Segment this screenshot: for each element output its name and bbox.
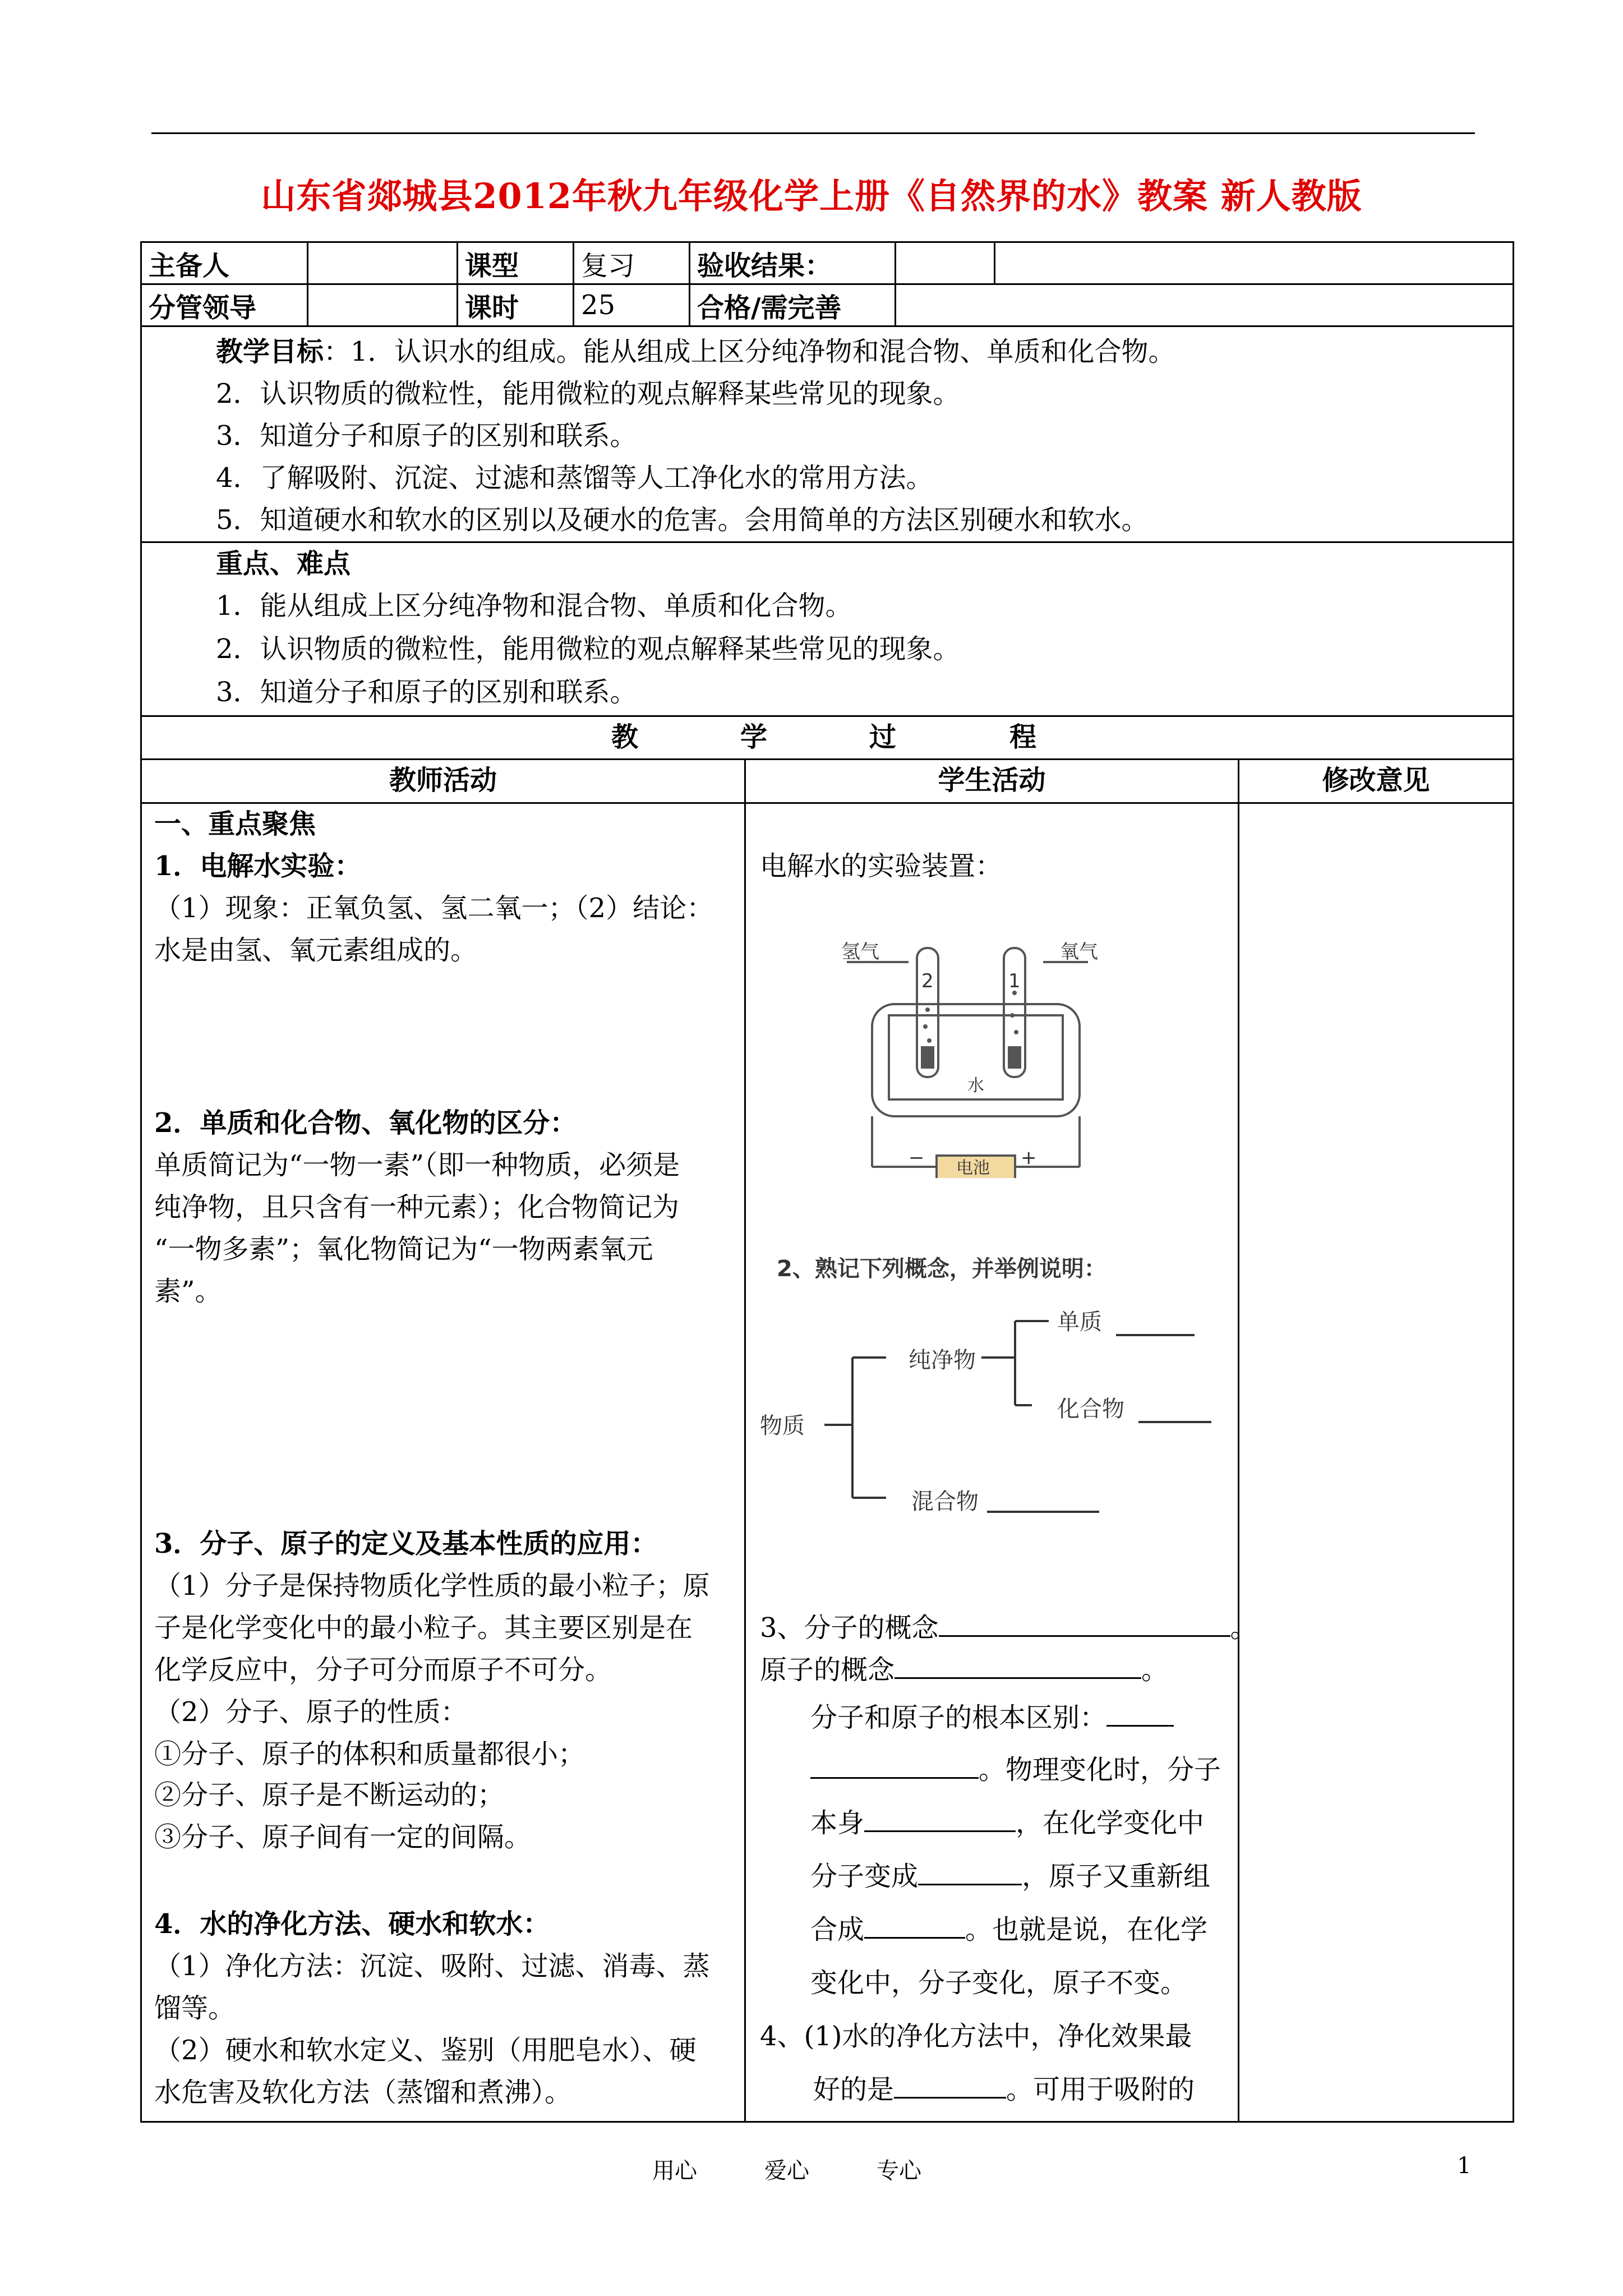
label-tube-1: 1 [1008,970,1021,992]
col-teacher: 教师活动 [389,765,497,796]
type-value: 复习 [574,242,690,284]
check-extra [995,242,1514,284]
goal-line-1: 教学目标：1．认识水的组成。能从组成上区分纯净物和混合物、单质和化合物。 [216,336,1175,367]
header-rule [151,132,1475,134]
info-table [140,241,1514,327]
q3-line-e: 本身 ，在化学变化中 [810,1802,1204,1844]
electrolysis-diagram [841,931,1110,1178]
pass-value [896,284,1514,326]
hours-value: 25 [574,284,690,326]
label-water: 水 [967,1076,984,1096]
concept-tree [751,1251,1234,1531]
goal-line-2: 2．认识物质的微粒性，能用微粒的观点解释某些常见的现象。 [216,378,960,409]
leader-value [308,284,458,326]
pass-label: 合格/需完善 [690,284,896,326]
footer-slogan-3: 专心 [877,2158,921,2184]
label-minus: − [909,1147,925,1169]
blank-difference-b[interactable] [810,1751,979,1779]
process-heading-2: 学 [740,721,768,753]
goals-label: 教学目标 [216,336,324,367]
node-element: 单质 [1057,1309,1102,1335]
leader-label: 分管领导 [141,284,308,326]
goal-line-4: 4．了解吸附、沉淀、过滤和蒸馏等人工净化水的常用方法。 [216,462,933,494]
s2-title: 2．单质和化合物、氧化物的区分： [154,1107,577,1139]
check-value [896,242,995,284]
blank-molecule-becomes[interactable] [918,1858,1022,1885]
frame-left [140,327,142,2122]
keypoint-1: 1．能从组成上区分纯净物和混合物、单质和化合物。 [216,590,852,622]
preparer-value [308,242,458,284]
blank-best-method[interactable] [894,2071,1006,2099]
preparer-label: 主备人 [141,242,308,284]
node-substance: 物质 [760,1413,805,1439]
page-number: 1 [1457,2153,1472,2179]
q3-line-g: 合成 。也就是说，在化学 [810,1909,1207,1951]
blank-atom-concept[interactable] [895,1651,1141,1679]
divider-student-notes [1238,758,1239,2122]
label-oxygen: 氧气 [1060,941,1098,963]
col-student: 学生活动 [938,765,1046,796]
label-tube-2: 2 [921,970,934,992]
s1-title: 1．电解水实验： [154,850,362,882]
node-pure: 纯净物 [909,1347,976,1373]
teacher-section: 一、重点聚焦 [154,808,316,840]
blank-difference-a[interactable] [1106,1699,1174,1727]
check-label: 验收结果： [690,242,896,284]
divider-teacher-student [744,758,746,2122]
process-heading-3: 过 [869,721,897,753]
q3-line-h: 变化中，分子变化，原子不变。 [810,1967,1188,1999]
goal-line-3: 3．知道分子和原子的区别和联系。 [216,420,637,452]
keypoints-label: 重点、难点 [216,548,351,579]
node-compound: 化合物 [1057,1396,1124,1422]
apparatus-label: 电解水的实验装置： [760,850,1003,882]
q3-line-c: 分子和原子的根本区别： [810,1697,1174,1739]
q3-line-f: 分子变成 ，原子又重新组 [810,1856,1210,1898]
page-title: 山东省郯城县2012年秋九年级化学上册《自然界的水》教案 新人教版 [261,176,1362,217]
label-battery: 电池 [956,1158,990,1178]
node-mixture: 混合物 [911,1489,979,1515]
s3-title: 3．分子、原子的定义及基本性质的应用： [154,1528,658,1559]
process-heading-4: 程 [1009,721,1037,753]
blank-recombine[interactable] [864,1911,965,1939]
blank-physical-change[interactable] [864,1805,1016,1832]
q3-line-a: 3、分子的概念 。 [760,1607,1257,1649]
blank-molecule-concept[interactable] [939,1609,1230,1637]
label-plus: + [1021,1147,1037,1169]
type-label: 课型 [458,242,574,284]
q3-line-b: 原子的概念 。 [760,1649,1168,1691]
keypoint-2: 2．认识物质的微粒性，能用微粒的观点解释某些常见的现象。 [216,633,960,665]
s4-title: 4．水的净化方法、硬水和软水： [154,1908,550,1940]
goal-line-5: 5．知道硬水和软水的区别以及硬水的危害。会用简单的方法区别硬水和软水。 [216,504,1149,536]
process-heading-1: 教 [611,721,639,753]
col-notes: 修改意见 [1322,765,1430,796]
q4-line-b: 好的是 。可用于吸附的 [813,2069,1195,2111]
frame-right [1513,327,1514,2122]
concept-prompt: 2、熟记下列概念，并举例说明： [777,1256,1106,1282]
q3-line-d: 。物理变化时，分子 [810,1749,1221,1791]
hours-label: 课时 [458,284,574,326]
frame-bottom [140,2121,1514,2123]
label-hydrogen: 氢气 [841,941,879,963]
footer-slogan-1: 用心 [652,2158,697,2184]
q4-line-a: 4、(1)水的净化方法中，净化效果最 [760,2021,1192,2052]
keypoint-3: 3．知道分子和原子的区别和联系。 [216,677,637,708]
footer-slogan-2: 爱心 [764,2158,809,2184]
